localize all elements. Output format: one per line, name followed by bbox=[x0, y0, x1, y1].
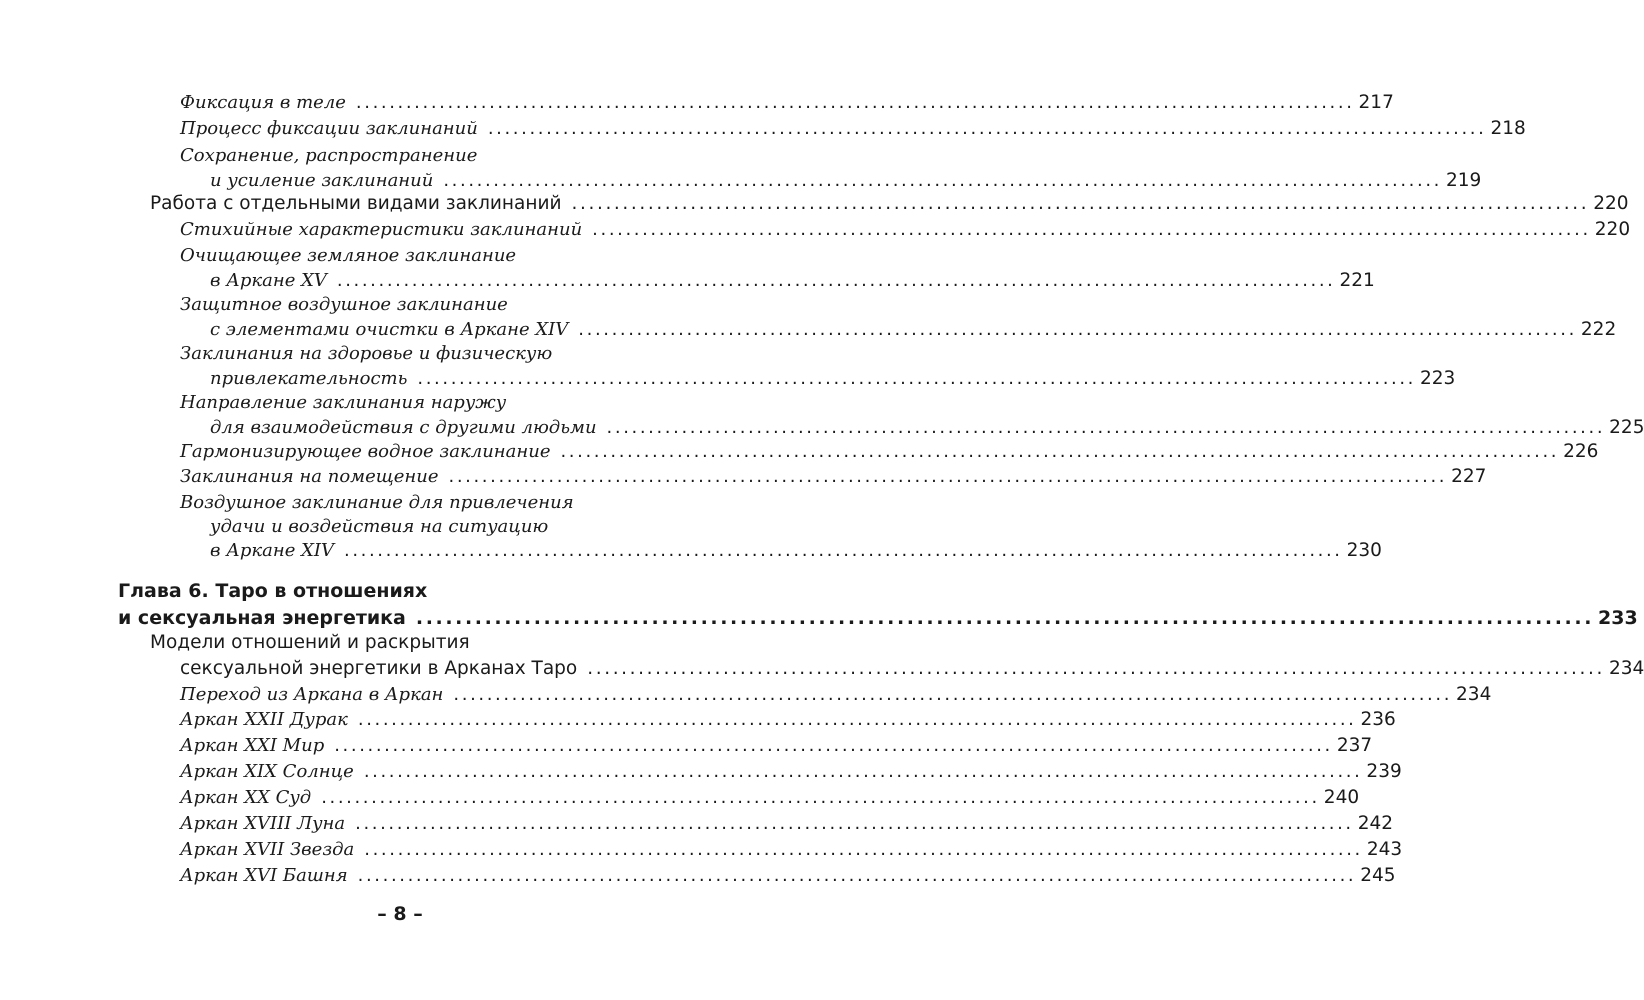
toc-entry-line bbox=[210, 514, 548, 540]
toc-entry-title: в Аркане XV bbox=[210, 270, 327, 291]
toc-entry-title: Аркан XVI Башня bbox=[180, 865, 348, 886]
toc-entry-line bbox=[180, 292, 508, 318]
toc-entry-title: Защитное воздушное заклинание bbox=[180, 294, 508, 315]
toc-page-number: 227 bbox=[1451, 466, 1487, 487]
toc-entry-line bbox=[210, 415, 1644, 441]
toc-entry-line bbox=[180, 116, 1526, 142]
toc-entry-title: Стихийные характеристики заклинаний bbox=[180, 219, 583, 240]
toc-entry-title: удачи и воздействия на ситуацию bbox=[210, 516, 549, 537]
toc-entry-line bbox=[150, 191, 1629, 217]
toc-entry-line bbox=[180, 439, 1599, 465]
toc-entry-title: с элементами очистки в Аркане XIV bbox=[210, 319, 569, 340]
toc-page-number: 233 bbox=[1598, 607, 1638, 629]
toc-entry-line bbox=[150, 630, 470, 656]
toc-entry-title: Гармонизирующее водное заклинание bbox=[180, 441, 551, 462]
toc-entry-line bbox=[180, 341, 552, 367]
toc-entry-line bbox=[180, 707, 1396, 733]
toc-page-number: 236 bbox=[1360, 709, 1396, 730]
toc-entry-title: для взаимодействия с другими людьми bbox=[210, 417, 597, 438]
toc-entry-line bbox=[180, 243, 516, 269]
toc-entry-line bbox=[210, 538, 1382, 564]
toc-page-number: 222 bbox=[1580, 319, 1617, 340]
toc-entry-title: Переход из Аркана в Аркан bbox=[180, 684, 444, 705]
toc-entry-title: Аркан XXII Дурак bbox=[180, 709, 348, 730]
toc-entry-line bbox=[180, 464, 1487, 490]
toc-entry-title: в Аркане XIV bbox=[210, 540, 334, 561]
dot-leader: ........................................................................................................................ bbox=[344, 540, 1343, 561]
toc-entry-title: Модели отношений и раскрытия bbox=[150, 632, 470, 653]
toc-entry-line bbox=[180, 682, 1492, 708]
toc-entry-title: Очищающее земляное заклинание bbox=[180, 245, 517, 266]
toc-page-number: 240 bbox=[1323, 787, 1360, 808]
toc-entry-title: Фиксация в теле bbox=[180, 92, 346, 113]
toc-entry-line bbox=[118, 605, 1638, 631]
dot-leader: ........................................................................................................................ bbox=[448, 466, 1448, 487]
dot-leader: ........................................................................................................................ bbox=[560, 441, 1560, 462]
dot-leader: ........................................................................................................................ bbox=[417, 368, 1417, 389]
dot-leader: ........................................................................................................................ bbox=[334, 735, 1333, 756]
toc-entry-line bbox=[180, 490, 574, 516]
toc-page-number: 234 bbox=[1456, 684, 1492, 705]
toc-entry-title: Работа с отдельными видами заклинаний bbox=[150, 193, 562, 214]
toc-page-number: 239 bbox=[1366, 761, 1402, 782]
toc-entry-line bbox=[118, 578, 427, 604]
toc-entry-title: Сохранение, распространение bbox=[180, 145, 478, 166]
dot-leader: ........................................................................................................................ bbox=[487, 118, 1487, 139]
toc-page-number: 220 bbox=[1594, 219, 1631, 240]
toc-entry-title: Глава 6. Таро в отношениях bbox=[118, 580, 428, 602]
toc-page-number: 218 bbox=[1490, 118, 1526, 139]
toc-page-number: 245 bbox=[1360, 865, 1396, 886]
toc-entry-title: привлекательность bbox=[210, 368, 408, 389]
dot-leader: ........................................................................................................................ bbox=[415, 607, 1595, 629]
toc-entry-title: Процесс фиксации заклинаний bbox=[180, 118, 478, 139]
toc-entry-title: Аркан XIX Солнце bbox=[180, 761, 354, 782]
toc-entry-line bbox=[180, 143, 477, 169]
toc-entry-line bbox=[180, 759, 1402, 785]
toc-entry-title: и сексуальная энергетика bbox=[118, 607, 406, 629]
toc-page-number: 243 bbox=[1366, 839, 1403, 860]
toc-entry-line bbox=[180, 390, 506, 416]
toc-entry-line bbox=[180, 90, 1394, 116]
dot-leader: ........................................................................................................................ bbox=[443, 170, 1442, 191]
toc-entry-line bbox=[210, 366, 1456, 392]
toc-entry-title: Аркан XVII Звезда bbox=[180, 839, 355, 860]
toc-entry-line bbox=[210, 317, 1617, 343]
toc-page-number: 223 bbox=[1420, 368, 1456, 389]
toc-entry-line bbox=[180, 733, 1373, 759]
dot-leader: ........................................................................................................................ bbox=[592, 219, 1591, 240]
dot-leader: ........................................................................................................................ bbox=[357, 865, 1357, 886]
dot-leader: ........................................................................................................................ bbox=[336, 270, 1336, 291]
toc-page-number: 221 bbox=[1339, 270, 1375, 291]
toc-entry-line bbox=[180, 837, 1403, 863]
dot-leader: ........................................................................................................................ bbox=[355, 813, 1354, 834]
dot-leader: ........................................................................................................................ bbox=[578, 319, 1577, 340]
toc-entry-title: Заклинания на здоровье и физическую bbox=[180, 343, 553, 364]
toc-page-number: 237 bbox=[1336, 735, 1373, 756]
toc-entry-line bbox=[180, 811, 1394, 837]
toc-entry-title: Аркан XXI Мир bbox=[180, 735, 325, 756]
toc-page-number: 217 bbox=[1358, 92, 1394, 113]
toc-entry-title: Заклинания на помещение bbox=[180, 466, 439, 487]
toc-entry-title: сексуальной энергетики в Арканах Таро bbox=[180, 658, 578, 679]
toc-page-number: 226 bbox=[1563, 441, 1599, 462]
toc-page-number: 225 bbox=[1609, 417, 1644, 438]
toc-page-number: 242 bbox=[1357, 813, 1394, 834]
page-number: – 8 – bbox=[377, 903, 423, 925]
dot-leader: ........................................................................................................................ bbox=[453, 684, 1453, 705]
dot-leader: ........................................................................................................................ bbox=[321, 787, 1320, 808]
dot-leader: ........................................................................................................................ bbox=[357, 709, 1357, 730]
toc-entry-title: Аркан XX Суд bbox=[180, 787, 312, 808]
toc-entry-line bbox=[180, 656, 1644, 682]
toc-entry-title: Воздушное заклинание для привлечения bbox=[180, 492, 574, 513]
dot-leader: ........................................................................................................................ bbox=[364, 839, 1363, 860]
dot-leader: ........................................................................................................................ bbox=[571, 193, 1590, 214]
toc-entry-line bbox=[210, 268, 1375, 294]
toc-entry-title: Направление заклинания наружу bbox=[180, 392, 507, 413]
toc-entry-line bbox=[180, 785, 1360, 811]
dot-leader: ........................................................................................................................ bbox=[363, 761, 1363, 782]
toc-page-number: 234 bbox=[1608, 658, 1644, 679]
toc-page-number: 220 bbox=[1593, 193, 1629, 214]
toc-entry-line bbox=[180, 217, 1631, 243]
dot-leader: ........................................................................................................................ bbox=[355, 92, 1355, 113]
dot-leader: ........................................................................................................................ bbox=[587, 658, 1605, 679]
toc-entry-line bbox=[180, 863, 1396, 889]
toc-entry-title: Аркан XVIII Луна bbox=[180, 813, 346, 834]
toc-page-number: 230 bbox=[1346, 540, 1382, 561]
toc-entry-title: и усиление заклинаний bbox=[210, 170, 434, 191]
dot-leader: ........................................................................................................................ bbox=[606, 417, 1606, 438]
toc-page-number: 219 bbox=[1445, 170, 1482, 191]
